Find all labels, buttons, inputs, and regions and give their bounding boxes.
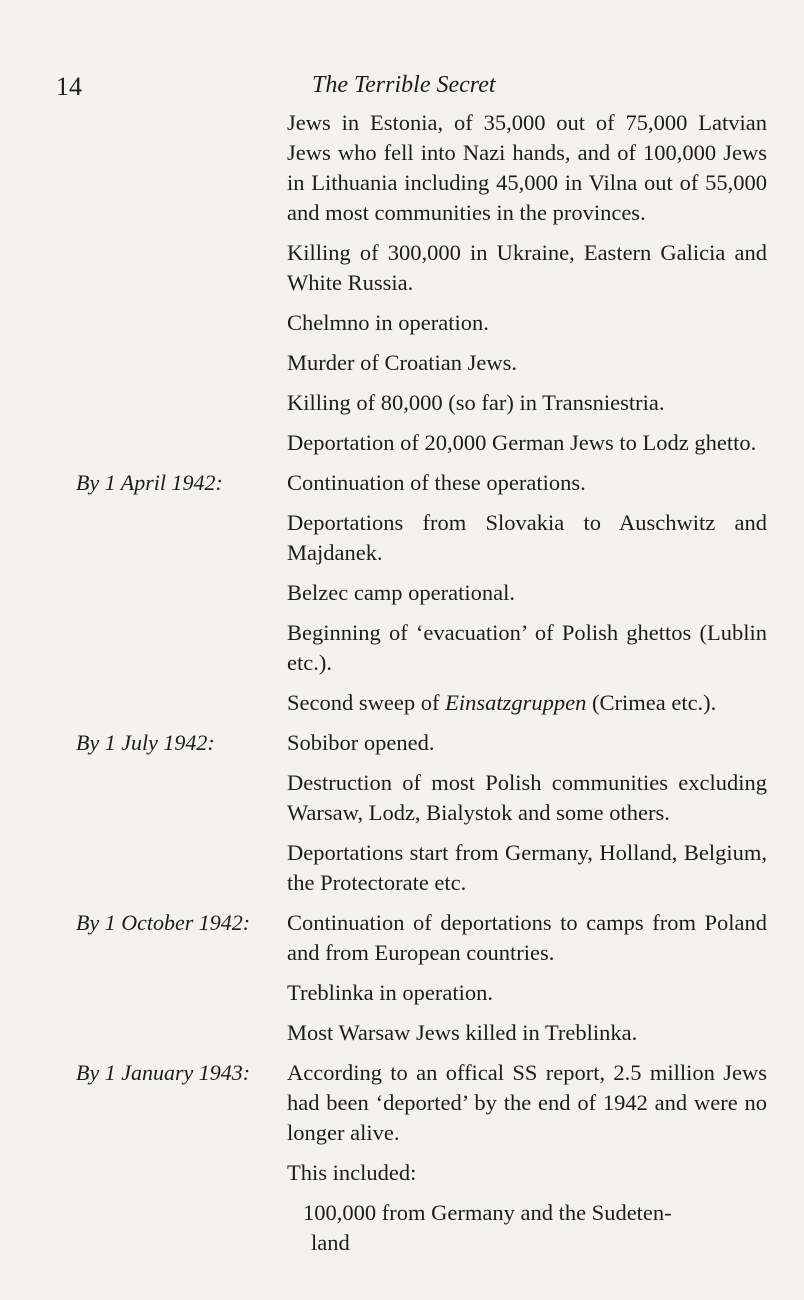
chronology-entry <box>0 768 804 828</box>
entry-date: By 1 July 1942: <box>76 730 215 755</box>
chronology-entry <box>0 728 804 758</box>
entry-text: Murder of Croatian Jews. <box>287 350 517 375</box>
entry-text: Chelmno in operation. <box>287 310 489 335</box>
entry-text-italic: Einsatzgruppen <box>445 690 587 715</box>
entry-text: Destruction of most Polish communities excluding Warsaw, Lodz, Bialystok and some others. <box>287 770 767 825</box>
chronology-entry <box>0 308 804 338</box>
entry-text: Deportations start from Germany, Holland, Belgium, the Protectorate etc. <box>287 840 767 895</box>
chronology-entry <box>0 688 804 718</box>
chronology-entry <box>0 618 804 678</box>
chronology-entry <box>0 1018 804 1048</box>
chronology-entry <box>0 978 804 1008</box>
running-title: The Terrible Secret <box>312 72 496 98</box>
entry-text: Sobibor opened. <box>287 730 435 755</box>
chronology-entry <box>0 468 804 498</box>
chronology-entry <box>0 238 804 298</box>
chronology-entry <box>0 348 804 378</box>
entry-text-part: (Crimea etc.). <box>586 690 717 715</box>
chronology-entry <box>0 1158 804 1188</box>
entry-text: Killing of 300,000 in Ukraine, Eastern Galicia and White Russia. <box>287 240 767 295</box>
page-header <box>0 72 804 108</box>
entry-text <box>287 688 767 718</box>
entry-date: By 1 January 1943: <box>76 1060 251 1085</box>
entry-text-part: Second sweep of <box>287 690 446 715</box>
page-number: 14 <box>56 72 82 101</box>
chronology-entry <box>0 388 804 418</box>
entry-text: Belzec camp operational. <box>287 580 516 605</box>
chronology-entry <box>0 578 804 608</box>
chronology <box>0 108 804 1268</box>
entry-text: Killing of 80,000 (so far) in Transniestria. <box>287 390 665 415</box>
entry-text: Continuation of deportations to camps from Poland and from European countries. <box>287 910 767 965</box>
entry-date: By 1 October 1942: <box>76 910 251 935</box>
chronology-entry <box>0 1058 804 1148</box>
chronology-entry <box>0 838 804 898</box>
entry-text: Beginning of ‘evacuation’ of Polish ghettos (Lublin etc.). <box>287 620 767 675</box>
chronology-entry <box>0 428 804 458</box>
entry-text: According to an offical SS report, 2.5 million Jews had been ‘deported’ by the end of 1942 and were no longer alive. <box>287 1060 767 1145</box>
entry-text: Continuation of these operations. <box>287 470 586 495</box>
chronology-entry <box>0 108 804 228</box>
sub-entry-line: land <box>311 1230 350 1255</box>
entry-text: Deportation of 20,000 German Jews to Lodz ghetto. <box>287 430 757 455</box>
entry-text: Treblinka in operation. <box>287 980 494 1005</box>
entry-text <box>287 1198 759 1258</box>
entry-text: Deportations from Slovakia to Auschwitz and Majdanek. <box>287 510 767 565</box>
entry-text: This included: <box>287 1160 417 1185</box>
chronology-sub-entry <box>0 1198 804 1258</box>
chronology-entry <box>0 508 804 568</box>
sub-entry-line: 100,000 from Germany and the Sudeten- <box>303 1200 672 1225</box>
entry-date: By 1 April 1942: <box>76 470 223 495</box>
entry-text: Jews in Estonia, of 35,000 out of 75,000 Latvian Jews who fell into Nazi hands, and of 100,000 Jews in Lithuania including 45,000 in Vilna out of 55,000 and most communities in the provinces. <box>287 110 767 225</box>
chronology-entry <box>0 908 804 968</box>
entry-text: Most Warsaw Jews killed in Treblinka. <box>287 1020 638 1045</box>
